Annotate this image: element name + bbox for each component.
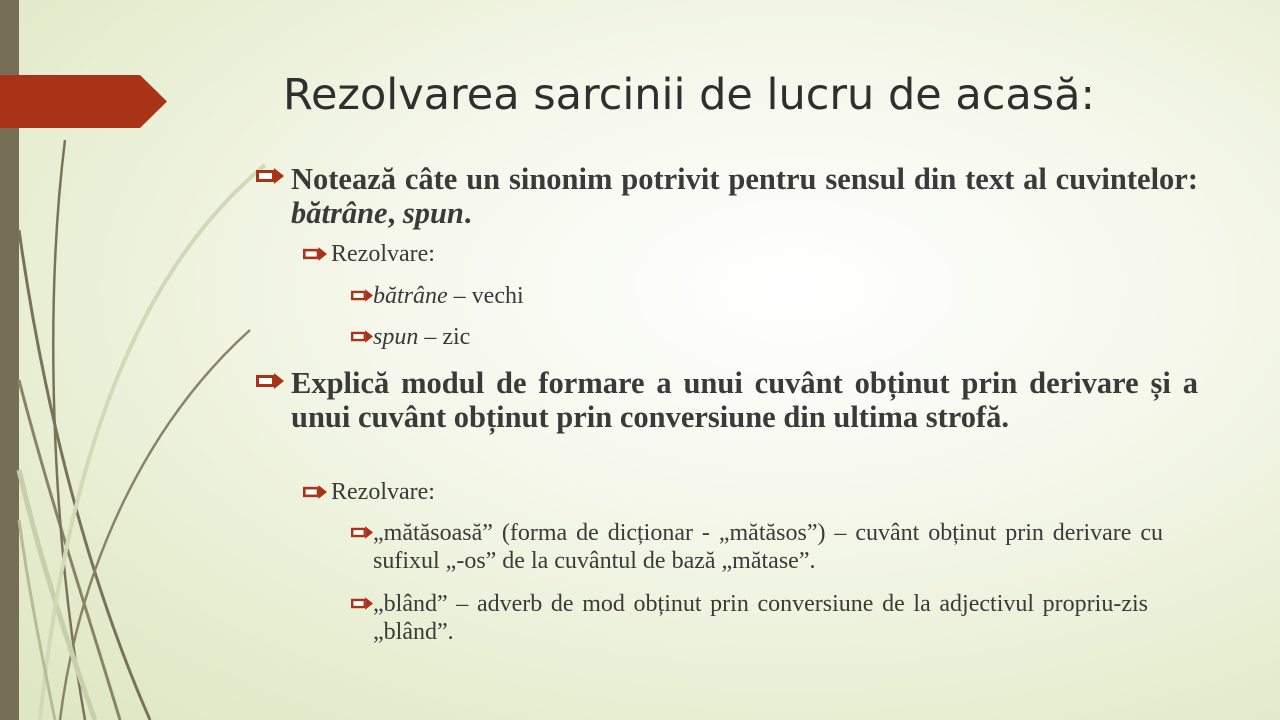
answer-label-2: Rezolvare: (331, 479, 435, 505)
answer-2-1: „mătăsoasă” (forma de dicționar - „mătăsos”) – cuvânt obținut prin derivare cu sufixul „-os” de la cuvântul de bază „mătase”. (373, 520, 1163, 574)
square-arrow-icon (256, 373, 284, 389)
square-arrow-icon (256, 168, 284, 184)
square-arrow-icon (351, 597, 373, 610)
question-1-word-1: bătrâne (291, 196, 388, 230)
question-2: Explică modul de formare a unui cuvânt obținut prin derivare și a unui cuvânt obținut prin conversiune din ultima strofă. (291, 366, 1198, 434)
question-1-end: . (463, 196, 472, 230)
question-1 (291, 162, 1198, 230)
answer-1-1-rest: – vechi (447, 283, 524, 309)
question-1-word-2: spun (402, 196, 464, 230)
answer-1-2 (373, 323, 1163, 351)
answer-1-1 (373, 282, 1163, 310)
question-1-separator: , (387, 196, 403, 230)
answer-label-1: Rezolvare: (331, 241, 435, 267)
question-1-text: Notează câte un sinonim potrivit pentru sensul din text al cuvintelor: (291, 162, 1198, 196)
answer-1-2-rest: – zic (418, 324, 471, 350)
answer-1-1-term: bătrâne (373, 283, 448, 309)
square-arrow-icon (303, 247, 327, 261)
square-arrow-icon (351, 330, 373, 343)
slide-title: Rezolvarea sarcinii de lucru de acasă: (283, 70, 1095, 120)
square-arrow-icon (351, 526, 373, 539)
square-arrow-icon (351, 289, 373, 302)
answer-2-2: „blând” – adverb de mod obținut prin conversiune de la adjectivul propriu-zis „blând”. (373, 591, 1148, 645)
square-arrow-icon (303, 485, 327, 499)
answer-1-2-term: spun (373, 324, 419, 350)
title-arrow-banner (0, 75, 167, 128)
